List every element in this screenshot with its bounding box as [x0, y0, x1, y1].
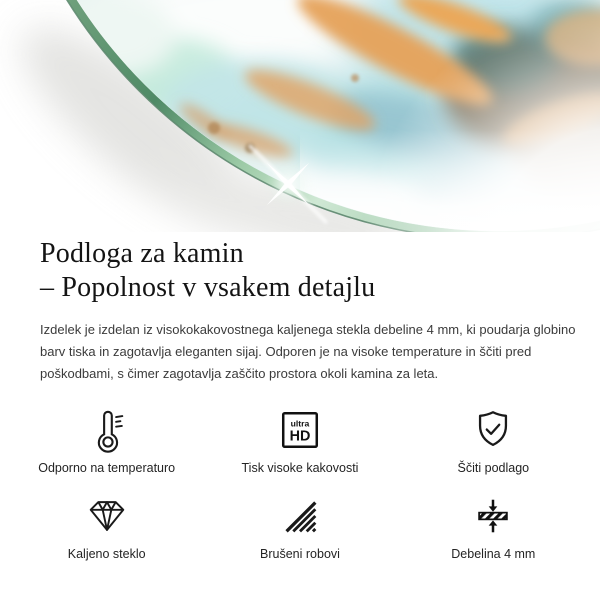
- feature-grid: [10, 407, 590, 561]
- page-title-line2: – Popolnost v vsakem detajlu: [40, 272, 376, 304]
- feature-thickness-4mm: [397, 493, 590, 561]
- shield-check-icon: [470, 407, 516, 453]
- page-title-line1: Podloga za kamin: [40, 238, 244, 269]
- ultra-hd-icon: [277, 407, 323, 453]
- feature-polished-edges: [203, 493, 396, 561]
- polished-edges-icon: [277, 493, 323, 539]
- compressed-thickness-icon: [470, 493, 516, 539]
- product-description-section: [0, 237, 600, 385]
- feature-high-quality-print: [203, 407, 396, 475]
- feature-label: Kaljeno steklo: [67, 546, 146, 561]
- diamond-icon: [84, 493, 130, 539]
- feature-label: Tisk visoke kakovosti: [241, 460, 359, 475]
- product-hero-image: [0, 0, 600, 232]
- feature-label: Brušeni robovi: [260, 546, 340, 561]
- product-description-text: Izdelek je izdelan iz visokokakovostnega kaljenega stekla debeline 4 mm, ki poudarja globino barv tiska in zagotavlja eleganten sijaj. Odporen je na visoke temperature in ščiti pred poškodbami, s čimer zagotavlja zaščito prostora okoli kamina za leta.: [40, 322, 576, 381]
- page-title: [40, 237, 588, 305]
- hd-label: HD: [289, 428, 311, 445]
- feature-tempered-glass: [10, 493, 203, 561]
- ultra-label: ultra: [290, 418, 310, 429]
- feature-label: Ščiti podlago: [457, 460, 530, 475]
- glass-panel-photo: [0, 0, 600, 232]
- feature-label: Debelina 4 mm: [451, 546, 536, 561]
- feature-protects-surface: [397, 407, 590, 475]
- feature-label: Odporno na temperaturo: [38, 460, 176, 475]
- thermometer-icon: [84, 407, 130, 453]
- feature-temperature-resistant: [10, 407, 203, 475]
